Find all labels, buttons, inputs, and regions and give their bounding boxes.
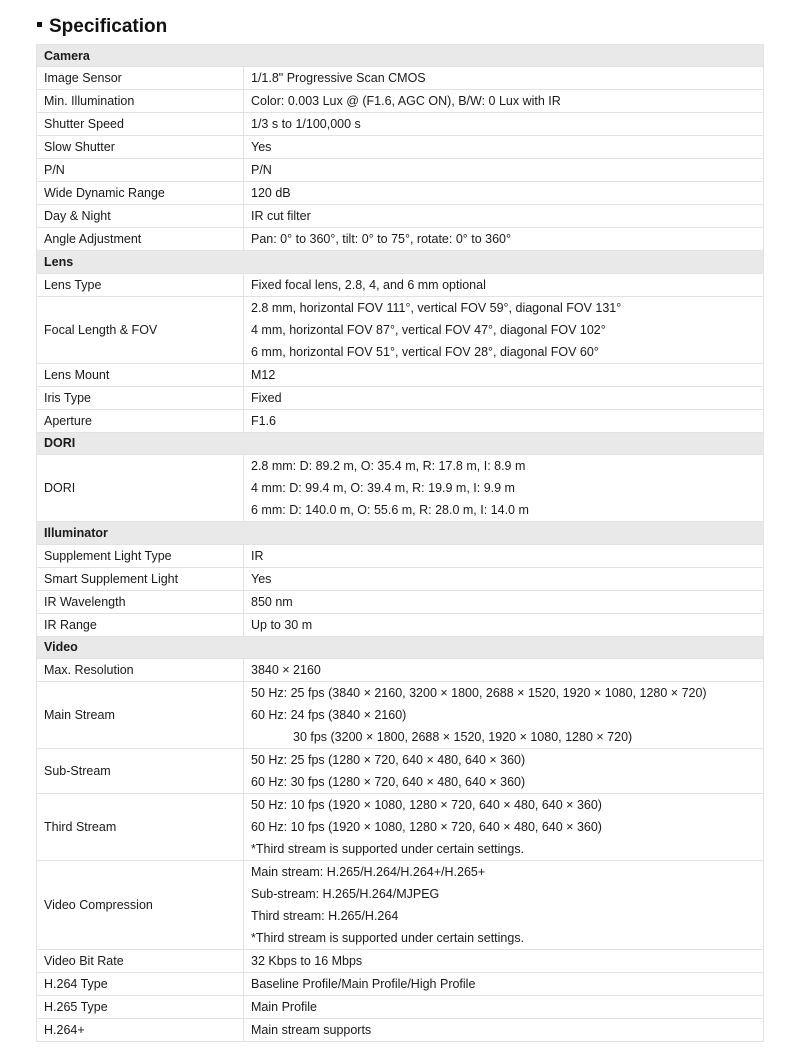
spec-value-line: 3840 × 2160 bbox=[251, 662, 321, 677]
table-row bbox=[37, 972, 764, 995]
spec-value bbox=[244, 182, 764, 205]
spec-value-line: 6 mm: D: 140.0 m, O: 55.6 m, R: 28.0 m, I: 14.0 m bbox=[251, 503, 529, 518]
spec-value bbox=[244, 296, 764, 363]
section-title: Video bbox=[37, 636, 764, 658]
spec-key: Max. Resolution bbox=[37, 658, 244, 681]
spec-value bbox=[244, 273, 764, 296]
spec-value bbox=[244, 136, 764, 159]
spec-value-line: 4 mm, horizontal FOV 87°, vertical FOV 47°, diagonal FOV 102° bbox=[251, 322, 606, 337]
section-header-video bbox=[37, 636, 764, 658]
spec-key: Shutter Speed bbox=[37, 113, 244, 136]
spec-value bbox=[244, 995, 764, 1018]
spec-key: Video Bit Rate bbox=[37, 949, 244, 972]
section-header-illuminator bbox=[37, 522, 764, 544]
table-row bbox=[37, 949, 764, 972]
spec-key: Iris Type bbox=[37, 386, 244, 409]
spec-value-line: Yes bbox=[251, 140, 272, 155]
spec-value bbox=[244, 386, 764, 409]
spec-value bbox=[244, 205, 764, 228]
spec-key: Wide Dynamic Range bbox=[37, 182, 244, 205]
spec-value-line: *Third stream is supported under certain settings. bbox=[251, 930, 525, 945]
table-row bbox=[37, 613, 764, 636]
spec-value-line: 60 Hz: 30 fps (1280 × 720, 640 × 480, 640 × 360) bbox=[251, 774, 526, 789]
spec-value-line: F1.6 bbox=[251, 413, 277, 428]
spec-value bbox=[244, 1018, 764, 1041]
table-row bbox=[37, 567, 764, 590]
spec-value bbox=[244, 972, 764, 995]
spec-value-line: Yes bbox=[251, 571, 272, 586]
table-row bbox=[37, 544, 764, 567]
section-title: Lens bbox=[37, 251, 764, 273]
section-title: DORI bbox=[37, 432, 764, 454]
table-row bbox=[37, 748, 764, 793]
table-row bbox=[37, 681, 764, 748]
spec-value-line: IR bbox=[251, 548, 264, 563]
spec-value bbox=[244, 67, 764, 90]
spec-key: Angle Adjustment bbox=[37, 228, 244, 251]
spec-key: Sub-Stream bbox=[37, 748, 244, 793]
spec-value-line: IR cut filter bbox=[251, 209, 311, 224]
spec-table-body bbox=[37, 45, 764, 1042]
section-header-lens bbox=[37, 251, 764, 273]
spec-value bbox=[244, 949, 764, 972]
spec-key: H.264+ bbox=[37, 1018, 244, 1041]
spec-value-line: 50 Hz: 25 fps (3840 × 2160, 3200 × 1800, 2688 × 1520, 1920 × 1080, 1280 × 720) bbox=[251, 685, 707, 700]
spec-key: Image Sensor bbox=[37, 67, 244, 90]
spec-key: IR Range bbox=[37, 613, 244, 636]
title-bullet-icon bbox=[37, 22, 42, 27]
spec-key: Lens Type bbox=[37, 273, 244, 296]
spec-value-line: 850 nm bbox=[251, 594, 293, 609]
spec-value-line: M12 bbox=[251, 367, 276, 382]
spec-value-line: P/N bbox=[251, 163, 272, 178]
spec-value-line: Third stream: H.265/H.264 bbox=[251, 908, 399, 923]
section-title: Illuminator bbox=[37, 522, 764, 544]
spec-key: H.265 Type bbox=[37, 995, 244, 1018]
table-row bbox=[37, 113, 764, 136]
spec-key: P/N bbox=[37, 159, 244, 182]
spec-table bbox=[36, 44, 764, 1042]
spec-value bbox=[244, 658, 764, 681]
spec-value bbox=[244, 748, 764, 793]
spec-value-line: Color: 0.003 Lux @ (F1.6, AGC ON), B/W: 0 Lux with IR bbox=[251, 94, 561, 109]
spec-value-line: Sub-stream: H.265/H.264/MJPEG bbox=[251, 886, 440, 901]
table-row bbox=[37, 363, 764, 386]
spec-value-line: 60 Hz: 10 fps (1920 × 1080, 1280 × 720, 640 × 480, 640 × 360) bbox=[251, 819, 602, 834]
section-header-camera bbox=[37, 45, 764, 67]
table-row bbox=[37, 159, 764, 182]
spec-value bbox=[244, 409, 764, 432]
spec-value bbox=[244, 793, 764, 860]
spec-key: Third Stream bbox=[37, 793, 244, 860]
spec-value-line: *Third stream is supported under certain settings. bbox=[251, 841, 525, 856]
table-row bbox=[37, 67, 764, 90]
spec-value-line: 120 dB bbox=[251, 186, 291, 201]
spec-value bbox=[244, 90, 764, 113]
table-row bbox=[37, 455, 764, 522]
spec-value-line: 6 mm, horizontal FOV 51°, vertical FOV 28°, diagonal FOV 60° bbox=[251, 344, 599, 359]
table-row bbox=[37, 793, 764, 860]
spec-value-line: 2.8 mm, horizontal FOV 111°, vertical FOV 59°, diagonal FOV 131° bbox=[251, 300, 622, 315]
page-title bbox=[37, 13, 167, 41]
spec-value bbox=[244, 455, 764, 522]
spec-key: IR Wavelength bbox=[37, 590, 244, 613]
page-title-text: Specification bbox=[49, 16, 168, 37]
table-row bbox=[37, 409, 764, 432]
spec-value bbox=[244, 567, 764, 590]
spec-value-line: Fixed focal lens, 2.8, 4, and 6 mm optional bbox=[251, 277, 486, 292]
spec-value-line: 1/1.8" Progressive Scan CMOS bbox=[251, 71, 426, 86]
table-row bbox=[37, 136, 764, 159]
spec-key: Main Stream bbox=[37, 681, 244, 748]
spec-value-line: 30 fps (3200 × 1800, 2688 × 1520, 1920 × 1080, 1280 × 720) bbox=[293, 729, 633, 744]
spec-value-line: 32 Kbps to 16 Mbps bbox=[251, 953, 363, 968]
spec-value-line: Main stream supports bbox=[251, 1022, 372, 1037]
spec-key: Smart Supplement Light bbox=[37, 567, 244, 590]
table-row bbox=[37, 273, 764, 296]
spec-key: H.264 Type bbox=[37, 972, 244, 995]
spec-value-line: Fixed bbox=[251, 390, 282, 405]
table-row bbox=[37, 228, 764, 251]
spec-key: Focal Length & FOV bbox=[37, 296, 244, 363]
spec-value-line: 1/3 s to 1/100,000 s bbox=[251, 117, 361, 132]
spec-key: Day & Night bbox=[37, 205, 244, 228]
table-row bbox=[37, 1018, 764, 1041]
spec-value bbox=[244, 681, 764, 748]
spec-value-line: 60 Hz: 24 fps (3840 × 2160) bbox=[251, 707, 407, 722]
spec-value-line: 2.8 mm: D: 89.2 m, O: 35.4 m, R: 17.8 m, I: 8.9 m bbox=[251, 459, 526, 474]
spec-value-line: Baseline Profile/Main Profile/High Profile bbox=[251, 976, 476, 991]
table-row bbox=[37, 658, 764, 681]
spec-value-line: Up to 30 m bbox=[251, 617, 313, 632]
section-header-dori bbox=[37, 432, 764, 454]
spec-key: Video Compression bbox=[37, 860, 244, 949]
spec-value bbox=[244, 860, 764, 949]
table-row bbox=[37, 90, 764, 113]
spec-value bbox=[244, 113, 764, 136]
spec-value-line: Pan: 0° to 360°, tilt: 0° to 75°, rotate: 0° to 360° bbox=[251, 232, 512, 247]
spec-key: Supplement Light Type bbox=[37, 544, 244, 567]
spec-value bbox=[244, 613, 764, 636]
table-row bbox=[37, 296, 764, 363]
spec-key: Aperture bbox=[37, 409, 244, 432]
table-row bbox=[37, 182, 764, 205]
spec-key: Lens Mount bbox=[37, 363, 244, 386]
spec-value bbox=[244, 159, 764, 182]
table-row bbox=[37, 860, 764, 949]
spec-value-line: 50 Hz: 25 fps (1280 × 720, 640 × 480, 640 × 360) bbox=[251, 752, 526, 767]
spec-value-line: 50 Hz: 10 fps (1920 × 1080, 1280 × 720, 640 × 480, 640 × 360) bbox=[251, 797, 602, 812]
spec-value bbox=[244, 590, 764, 613]
spec-key: Min. Illumination bbox=[37, 90, 244, 113]
spec-key: Slow Shutter bbox=[37, 136, 244, 159]
table-row bbox=[37, 590, 764, 613]
spec-value-line: 4 mm: D: 99.4 m, O: 39.4 m, R: 19.9 m, I: 9.9 m bbox=[251, 481, 515, 496]
table-row bbox=[37, 995, 764, 1018]
table-row bbox=[37, 386, 764, 409]
spec-value bbox=[244, 228, 764, 251]
spec-value bbox=[244, 363, 764, 386]
spec-value bbox=[244, 544, 764, 567]
spec-value-line: Main Profile bbox=[251, 999, 317, 1014]
spec-value-line: Main stream: H.265/H.264/H.264+/H.265+ bbox=[251, 864, 486, 879]
section-title: Camera bbox=[37, 45, 764, 67]
spec-key: DORI bbox=[37, 455, 244, 522]
table-row bbox=[37, 205, 764, 228]
